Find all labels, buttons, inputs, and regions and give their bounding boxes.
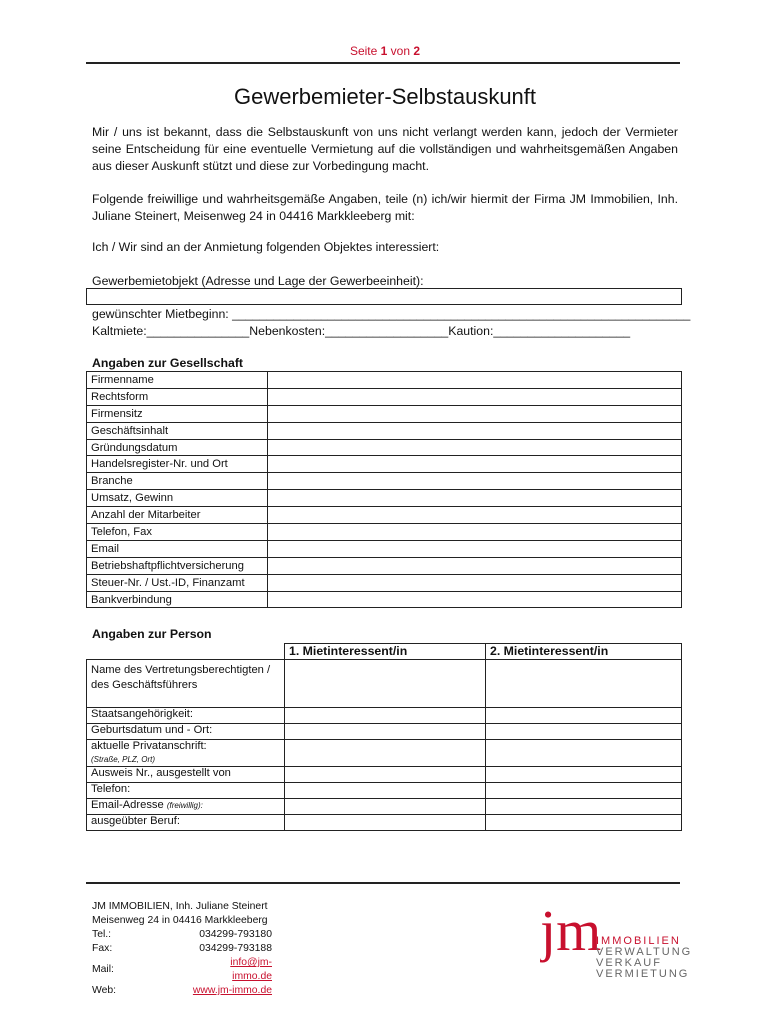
table-row: [87, 557, 682, 574]
row-input[interactable]: [285, 660, 486, 708]
header-applicant-2: 2. Mietinteressent/in: [486, 644, 682, 660]
row-label: Betriebshaftpflichtversicherung: [87, 557, 268, 574]
table-row: [92, 956, 272, 984]
row-input[interactable]: [285, 815, 486, 831]
row-input[interactable]: [268, 372, 682, 389]
table-row: [87, 372, 682, 389]
costs-fields[interactable]: Kaltmiete:_______________Nebenkosten:__________________Kaution:____________________: [92, 324, 631, 338]
row-label: Telefon:: [87, 783, 285, 799]
email-label: Email-Adresse: [91, 799, 167, 811]
row-input[interactable]: [268, 388, 682, 405]
row-input[interactable]: [268, 540, 682, 557]
row-label: [87, 799, 285, 815]
table-row: [87, 507, 682, 524]
fax-value: 034299-793188: [199, 943, 272, 954]
table-row: [87, 591, 682, 608]
row-label: ausgeübter Beruf:: [87, 815, 285, 831]
object-input-field[interactable]: [86, 288, 682, 305]
table-row: [87, 660, 682, 708]
row-label: Geburtsdatum und - Ort:: [87, 724, 285, 740]
table-row: [87, 740, 682, 767]
table-row: [87, 799, 682, 815]
row-label: Name des Vertretungsberechtigten / des Geschäftsführers: [87, 660, 285, 708]
table-row: [87, 388, 682, 405]
table-row: [87, 767, 682, 783]
row-label: Telefon, Fax: [87, 524, 268, 541]
table-row: [87, 540, 682, 557]
logo-word: VERWALTUNG: [596, 946, 693, 958]
intro-paragraph-1: Mir / uns ist bekannt, dass die Selbstauskunft von uns nicht verlangt werden kann, jedoch der Vermieter seine Entscheidung für eine eventuelle Vermietung auf die vollständigen und wahrheitsgemäßen Angaben aus dieser Auskunft stützt und diese zur Vorbedingung macht.: [92, 125, 678, 173]
row-input[interactable]: [268, 405, 682, 422]
row-input[interactable]: [268, 473, 682, 490]
row-label: Ausweis Nr., ausgestellt von: [87, 767, 285, 783]
row-label: Staatsangehörigkeit:: [87, 708, 285, 724]
footer-address: Meisenweg 24 in 04416 Markkleeberg: [92, 915, 268, 926]
row-input[interactable]: [268, 574, 682, 591]
table-row: [87, 815, 682, 831]
page-number: Seite 1 von 2: [349, 44, 421, 58]
row-input[interactable]: [285, 783, 486, 799]
table-row: [87, 524, 682, 541]
row-label: [87, 740, 285, 767]
table-row: [87, 456, 682, 473]
row-input[interactable]: [285, 767, 486, 783]
row-input[interactable]: [268, 507, 682, 524]
row-input[interactable]: [486, 708, 682, 724]
table-row: [87, 473, 682, 490]
row-label: Email: [87, 540, 268, 557]
table-row: [87, 724, 682, 740]
web-link[interactable]: www.jm-immo.de: [192, 985, 272, 996]
row-label: Rechtsform: [87, 388, 268, 405]
mail-label: Mail:: [92, 964, 114, 975]
web-label: Web:: [92, 985, 117, 996]
row-input[interactable]: [268, 439, 682, 456]
header-rule: [86, 62, 680, 64]
row-label: Bankverbindung: [87, 591, 268, 608]
row-input[interactable]: [285, 799, 486, 815]
tel-value: 034299-793180: [199, 929, 272, 940]
intro-paragraph-3: Ich / Wir sind an der Anmietung folgenden Objektes interessiert:: [92, 240, 440, 254]
email-note: (freiwillig):: [166, 801, 203, 810]
row-input[interactable]: [285, 724, 486, 740]
footer-company: JM IMMOBILIEN, Inh. Juliane Steinert: [92, 901, 268, 912]
logo-wordmark: [596, 936, 692, 980]
row-label: Geschäftsinhalt: [87, 422, 268, 439]
person-section-title: Angaben zur Person: [92, 627, 212, 641]
table-row: [87, 490, 682, 507]
tel-label: Tel.:: [92, 929, 112, 940]
row-input[interactable]: [268, 557, 682, 574]
row-input[interactable]: [268, 422, 682, 439]
table-row: [87, 783, 682, 799]
row-label: Firmensitz: [87, 405, 268, 422]
row-label: Firmenname: [87, 372, 268, 389]
table-header-row: [87, 644, 682, 660]
header-empty: [87, 644, 285, 660]
row-input[interactable]: [486, 783, 682, 799]
row-label: Anzahl der Mitarbeiter: [87, 507, 268, 524]
mail-link[interactable]: info@jm-immo.de: [230, 957, 272, 982]
address-label: aktuelle Privatanschrift:: [91, 740, 207, 752]
logo-word: VERMIETUNG: [596, 968, 690, 980]
document-title: Gewerbemieter-Selbstauskunft: [233, 84, 537, 109]
logo-mark: jm: [540, 902, 602, 963]
row-input[interactable]: [486, 767, 682, 783]
table-row: [92, 928, 272, 942]
fax-label: Fax:: [92, 943, 113, 954]
row-input[interactable]: [486, 724, 682, 740]
person-table: [86, 643, 682, 831]
row-input[interactable]: [285, 708, 486, 724]
company-section-title: Angaben zur Gesellschaft: [92, 356, 244, 370]
row-input[interactable]: [486, 740, 682, 767]
address-note: (Straße, PLZ, Ort): [91, 755, 156, 764]
row-input[interactable]: [486, 815, 682, 831]
row-input[interactable]: [486, 799, 682, 815]
row-input[interactable]: [268, 524, 682, 541]
footer-contact: [92, 900, 272, 998]
table-row: [87, 405, 682, 422]
logo-word: IMMOBILIEN: [596, 935, 681, 947]
company-table: [86, 371, 682, 608]
table-row: [92, 942, 272, 956]
row-input[interactable]: [285, 740, 486, 767]
row-label: Steuer-Nr. / Ust.-ID, Finanzamt: [87, 574, 268, 591]
row-label: Umsatz, Gewinn: [87, 490, 268, 507]
row-input[interactable]: [486, 660, 682, 708]
logo-word: VERKAUF: [596, 957, 662, 969]
table-row: [87, 439, 682, 456]
row-input[interactable]: [268, 490, 682, 507]
intro-paragraph-2: Folgende freiwillige und wahrheitsgemäße Angaben, teile (n) ich/wir hiermit der Firma JM Immobilien, Inh. Juliane Steinert, Meisenweg 24 in 04416 Markkleeberg mit:: [92, 192, 678, 223]
row-label: Handelsregister-Nr. und Ort: [87, 456, 268, 473]
row-label: Gründungsdatum: [87, 439, 268, 456]
footer-contact-table: [92, 928, 272, 998]
object-label: Gewerbemietobjekt (Adresse und Lage der Gewerbeeinheit):: [92, 274, 424, 288]
mietbeginn-field[interactable]: gewünschter Mietbeginn: ___________________________________________________________________: [92, 307, 691, 321]
row-input[interactable]: [268, 456, 682, 473]
table-row: [87, 708, 682, 724]
table-row: [87, 574, 682, 591]
table-row: [92, 984, 272, 998]
row-label: Branche: [87, 473, 268, 490]
table-row: [87, 422, 682, 439]
header-applicant-1: 1. Mietinteressent/in: [285, 644, 486, 660]
row-input[interactable]: [268, 591, 682, 608]
footer-rule: [86, 882, 680, 884]
